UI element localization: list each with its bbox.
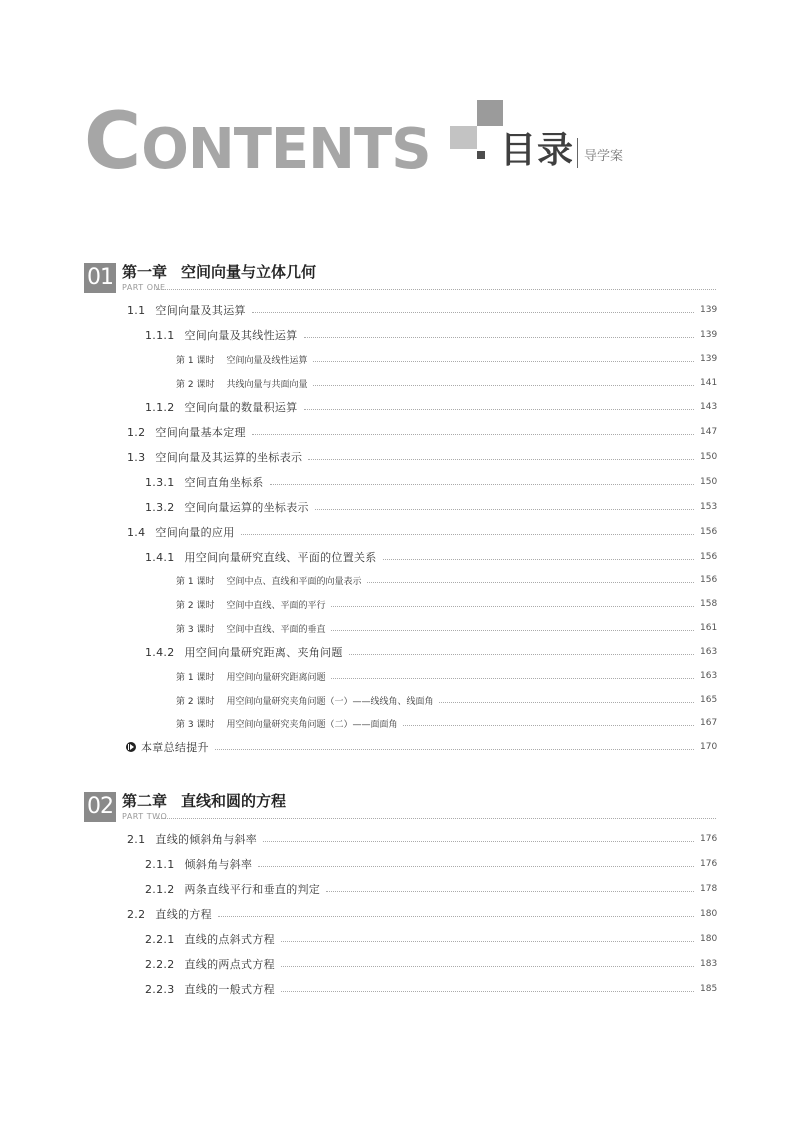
chapter-part-label: PART TWO [122,812,168,821]
toc-entry-title: 空间直角坐标系 [184,476,264,489]
toc-entry-title: 直线的倾斜角与斜率 [155,833,258,846]
toc-entry-page: 178 [700,884,718,894]
chapter-label: 第二章 [122,792,168,810]
toc-entry-number: 1.4.2 [145,646,175,659]
toc-entry-page: 156 [700,575,718,585]
toc-entry-number: 1.3 [127,451,146,464]
chapter-number-badge: 02 [84,792,116,822]
decor-square-icon [477,100,503,126]
toc-entry-page: 180 [700,909,718,919]
toc-entry-title: 两条直线平行和垂直的判定 [184,883,321,896]
leader-dots [218,916,694,917]
toc-entry-page: 143 [700,402,718,412]
toc-entry-number: 2.2.1 [145,933,175,946]
leader-dots [241,534,694,535]
toc-entry-page: 180 [700,934,718,944]
divider [156,818,716,819]
leader-dots [331,630,694,631]
toc-entry-title: 本章总结提升 [141,741,209,754]
toc-entry-number: 1.4.1 [145,551,175,564]
toc-entry-page: 153 [700,502,718,512]
toc-entry-number: 2.2.2 [145,958,175,971]
toc-entry-title: 空间向量及其运算的坐标表示 [155,451,303,464]
play-circle-icon [126,742,136,752]
toc-entry-number: 2.1 [127,833,146,846]
leader-dots [281,991,694,992]
toc-entry-page: 163 [700,671,718,681]
leader-dots [313,361,694,362]
toc-entry-number: 1.1.2 [145,401,175,414]
toc-entry[interactable] [0,956,716,972]
toc-entry-number: 第 2 课时 [176,379,215,390]
toc-entry-page: 150 [700,452,718,462]
decor-square-icon [477,151,485,159]
toc-entry-page: 147 [700,427,718,437]
toc-entry-page: 139 [700,330,718,340]
toc-entry[interactable] [0,327,716,343]
toc-entry-number: 1.3.1 [145,476,175,489]
toc-entry[interactable] [0,596,716,612]
leader-dots [315,509,694,510]
toc-entry-title: 空间向量基本定理 [155,426,246,439]
toc-entry-page: 161 [700,623,718,633]
toc-entry-title: 直线的一般式方程 [184,983,275,996]
divider [156,289,716,290]
chapter-part-label: PART ONE [122,283,166,292]
leader-dots [281,966,694,967]
toc-entry-page: 165 [700,695,718,705]
leader-dots [270,484,694,485]
toc-entry-title: 用空间向量研究距离、夹角问题 [184,646,343,659]
toc-entry-number: 2.2 [127,908,146,921]
leader-dots [383,559,694,560]
toc-entry-page: 163 [700,647,718,657]
toc-entry[interactable] [0,692,716,708]
chapter-title [122,790,286,811]
toc-entry-title: 空间向量的数量积运算 [184,401,298,414]
toc-entry-number: 第 1 课时 [176,355,215,366]
toc-entry-title: 空间向量运算的坐标表示 [184,501,309,514]
toc-entry-page: 183 [700,959,718,969]
toc-entry[interactable] [0,644,716,660]
toc-entry[interactable] [0,499,716,515]
leader-dots [308,459,694,460]
toc-entry-number: 2.1.2 [145,883,175,896]
leader-dots [281,941,694,942]
chapter-title [122,261,316,282]
toc-entry[interactable] [0,549,716,565]
toc-entry-number: 1.2 [127,426,146,439]
toc-entry[interactable] [0,424,716,440]
toc-entry[interactable] [0,856,716,872]
toc-entry[interactable] [0,715,716,731]
chapter-label: 第一章 [122,263,168,281]
divider [577,138,578,168]
toc-entry-number: 第 2 课时 [176,600,215,611]
toc-entry-page: 176 [700,834,718,844]
page-subtitle: 导学案 [584,149,624,164]
toc-entry-summary[interactable] [0,739,716,755]
toc-entry-title: 空间向量及线性运算 [226,355,308,366]
decor-square-icon [450,126,477,149]
toc-entry-title: 用空间向量研究夹角问题（二）——面面角 [226,719,398,730]
toc-entry-title: 空间中直线、平面的垂直 [226,624,326,635]
chapter-number-badge: 01 [84,263,116,293]
leader-dots [439,702,694,703]
toc-entry-number: 第 3 课时 [176,624,215,635]
toc-entry-title: 用空间向量研究直线、平面的位置关系 [184,551,377,564]
toc-entry[interactable] [0,351,716,367]
toc-entry-number: 1.3.2 [145,501,175,514]
toc-entry-title: 空间中点、直线和平面的向量表示 [226,576,362,587]
toc-entry-title: 空间向量及其运算 [155,304,246,317]
toc-entry-number: 第 3 课时 [176,719,215,730]
toc-entry[interactable] [0,931,716,947]
toc-entry-page: 139 [700,305,718,315]
chapter-name: 空间向量与立体几何 [181,263,317,281]
toc-entry[interactable] [0,375,716,391]
toc-entry-title: 直线的两点式方程 [184,958,275,971]
toc-entry-page: 158 [700,599,718,609]
leader-dots [263,841,694,842]
page-title: 目录 [500,130,575,171]
toc-entry-title: 共线向量与共面向量 [226,379,308,390]
leader-dots [252,434,694,435]
toc-entry[interactable] [0,881,716,897]
toc-entry-page: 176 [700,859,718,869]
leader-dots [304,337,695,338]
toc-entry[interactable] [0,302,716,318]
toc-entry-title: 空间向量及其线性运算 [184,329,298,342]
toc-entry-page: 156 [700,552,718,562]
leader-dots [258,866,694,867]
toc-entry-number: 1.4 [127,526,146,539]
toc-entry-page: 170 [700,742,718,752]
toc-entry-page: 150 [700,477,718,487]
toc-entry-title: 直线的点斜式方程 [184,933,275,946]
leader-dots [367,582,694,583]
toc-entry[interactable] [0,399,716,415]
leader-dots [331,606,694,607]
toc-entry-title: 直线的方程 [155,908,212,921]
toc-entry-number: 1.1.1 [145,329,175,342]
leader-dots [349,654,694,655]
contents-wordmark [84,96,431,187]
leader-dots [313,385,694,386]
toc-entry-number: 第 1 课时 [176,576,215,587]
toc-entry-title: 空间中直线、平面的平行 [226,600,326,611]
toc-entry-number: 2.2.3 [145,983,175,996]
toc-entry-page: 185 [700,984,718,994]
leader-dots [252,312,694,313]
leader-dots [326,891,694,892]
toc-entry[interactable] [0,474,716,490]
toc-entry-number: 1.1 [127,304,146,317]
toc-entry[interactable] [0,668,716,684]
contents-first-letter: C [84,97,140,187]
leader-dots [304,409,695,410]
toc-entry-title: 用空间向量研究距离问题 [226,672,326,683]
toc-entry[interactable] [0,981,716,997]
toc-entry[interactable] [0,524,716,540]
toc-entry-title: 用空间向量研究夹角问题（一）——线线角、线面角 [226,696,434,707]
toc-entry-number: 第 1 课时 [176,672,215,683]
toc-entry[interactable] [0,831,716,847]
toc-entry-title: 倾斜角与斜率 [184,858,253,871]
toc-entry[interactable] [0,449,716,465]
toc-entry-number: 第 2 课时 [176,696,215,707]
toc-entry-page: 156 [700,527,718,537]
toc-entry-number: 2.1.1 [145,858,175,871]
toc-entry[interactable] [0,620,716,636]
toc-entry-page: 167 [700,718,718,728]
contents-rest-letters: ONTENTS [141,117,431,182]
chapter-name: 直线和圆的方程 [181,792,287,810]
toc-entry-title: 空间向量的应用 [155,526,235,539]
toc-entry[interactable] [0,572,716,588]
leader-dots [215,749,694,750]
leader-dots [403,725,694,726]
toc-entry-page: 139 [700,354,718,364]
leader-dots [331,678,694,679]
toc-entry-page: 141 [700,378,718,388]
toc-entry[interactable] [0,906,716,922]
